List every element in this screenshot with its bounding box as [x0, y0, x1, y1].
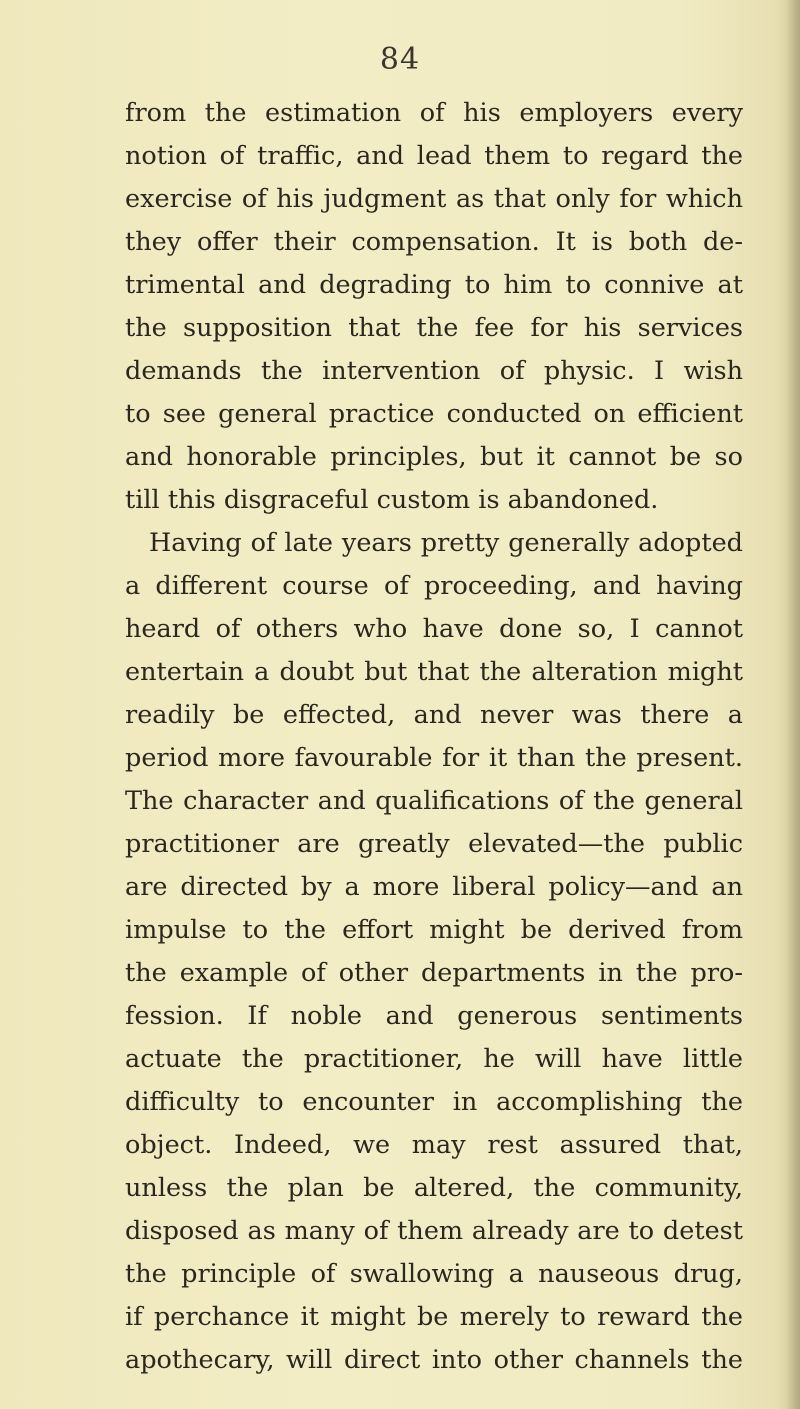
text-line: disposed as many of them already are to detest: [125, 1216, 743, 1246]
text-line: if perchance it might be merely to reward the: [125, 1302, 743, 1332]
body-text: [125, 92, 743, 1382]
text-line: from the estimation of his employers every: [125, 98, 743, 128]
text-line: Having of late years pretty generally adopted: [149, 528, 743, 558]
text-line: fession. If noble and generous sentiments: [125, 1001, 743, 1031]
text-line: trimental and degrading to him to connive at: [125, 270, 743, 300]
text-line: they offer their compensation. It is both de-: [125, 227, 743, 257]
text-line: a different course of proceeding, and having: [125, 571, 743, 601]
text-line: demands the intervention of physic. I wish: [125, 356, 743, 386]
text-line: unless the plan be altered, the community,: [125, 1173, 743, 1203]
text-line: exercise of his judgment as that only for which: [125, 184, 743, 214]
text-line: difficulty to encounter in accomplishing the: [125, 1087, 743, 1117]
text-line: notion of traffic, and lead them to regard the: [125, 141, 743, 171]
text-line: practitioner are greatly elevated—the public: [125, 829, 743, 859]
text-line: are directed by a more liberal policy—and an: [125, 872, 743, 902]
text-line: apothecary, will direct into other channels the: [125, 1345, 743, 1375]
text-line: The character and qualifications of the general: [125, 786, 743, 816]
text-line: and honorable principles, but it cannot be so: [125, 442, 743, 472]
text-line: heard of others who have done so, I cannot: [125, 614, 743, 644]
page-edge-shadow: [786, 0, 800, 1409]
page-number: 84: [379, 42, 421, 77]
text-line: impulse to the effort might be derived from: [125, 915, 743, 945]
text-line: readily be effected, and never was there a: [125, 700, 743, 730]
text-line: the principle of swallowing a nauseous drug,: [125, 1259, 743, 1289]
text-line: the example of other departments in the pro-: [125, 958, 743, 988]
text-line: till this disgraceful custom is abandoned.: [125, 485, 659, 515]
text-line: actuate the practitioner, he will have little: [125, 1044, 743, 1074]
text-line: object. Indeed, we may rest assured that,: [125, 1130, 743, 1160]
text-line: period more favourable for it than the present.: [125, 743, 743, 773]
text-line: to see general practice conducted on efficient: [125, 399, 743, 429]
text-line: entertain a doubt but that the alteration might: [125, 657, 743, 687]
text-line: the supposition that the fee for his services: [125, 313, 743, 343]
